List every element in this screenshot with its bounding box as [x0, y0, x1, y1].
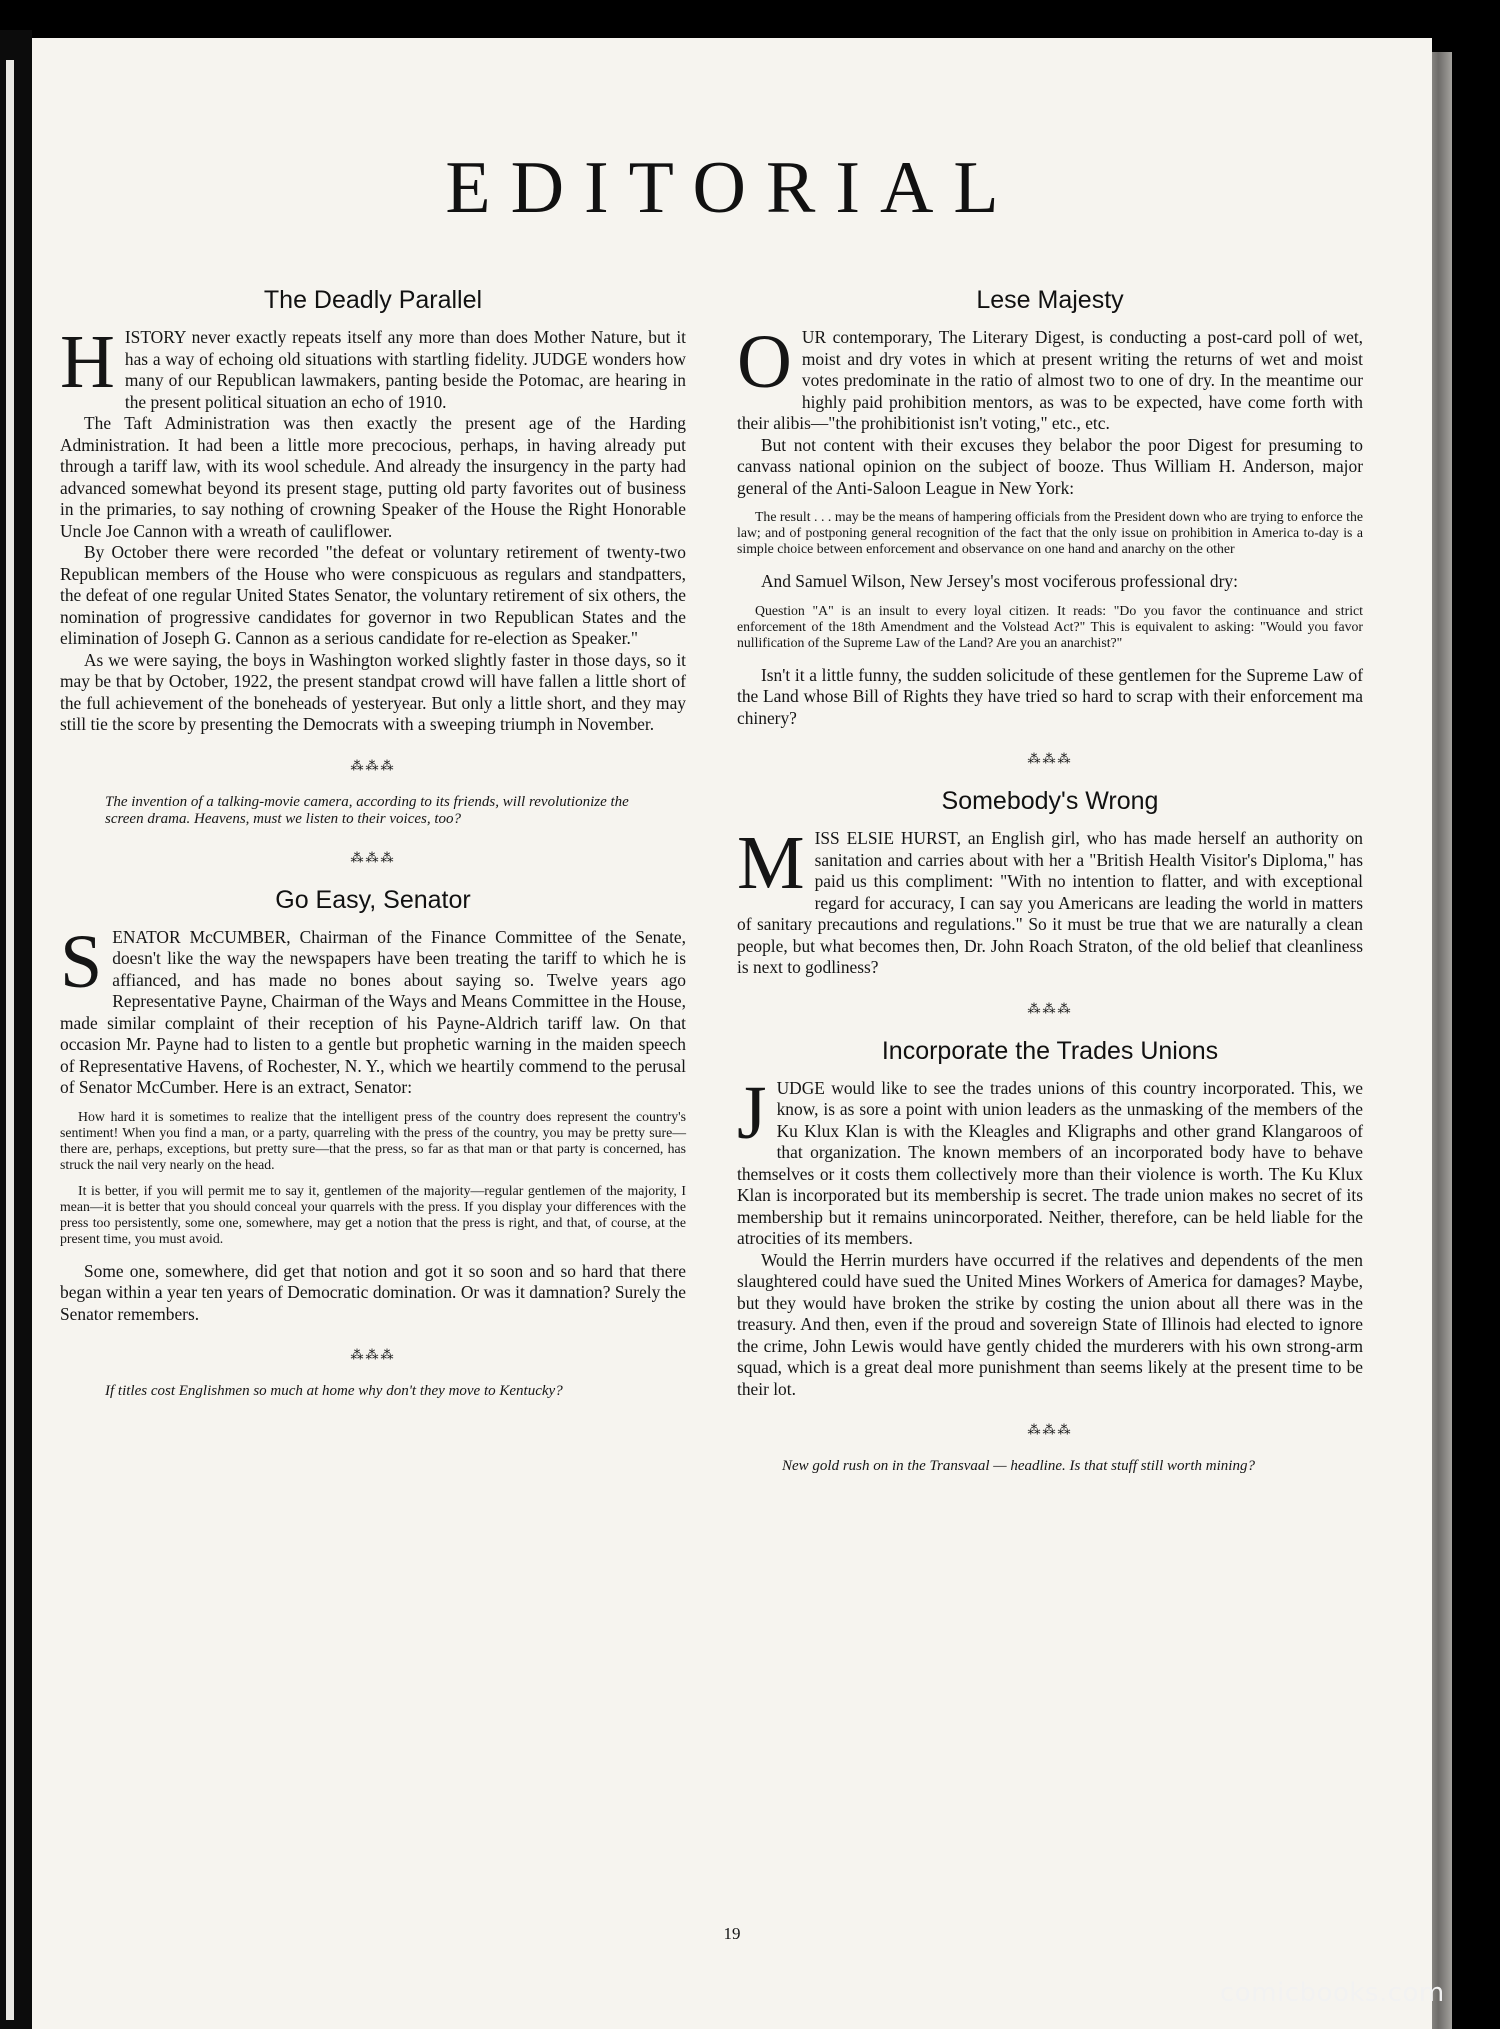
paragraph-text: UDGE would like to see the trades unions of this country incorporated. This, we know, is as sore a point with union leaders as the unmasking of the members of the Ku Klux Klan is with the Kleagles and Kligraphs and other grand Klangaroos of that organization. The known members of an incorporated body have to behave themselves or it costs them collectively more than their violence is worth. The Ku Klux Klan is incorporated but its membership is secret. The trade union makes no secret of its membership but it remains unincorporated. Neither, therefore, can be held liable for the atrocities of its members.: [737, 1077, 1363, 1248]
drop-cap: S: [60, 919, 103, 1004]
filler-quip: If titles cost Englishmen so much at home why don't they move to Kentucky?: [105, 1383, 563, 1399]
scan-left-border: [0, 30, 32, 2029]
paragraph-text: ISTORY never exactly repeats itself any more than does Mother Nature, but it has a way of echoing old situations with startling fidelity. JUDGE wonders how many of our Republican lawmakers, panting beside the Potomac, are hearing in the present political situation an echo of 1910.: [124, 327, 686, 412]
magazine-page: [32, 38, 1432, 2029]
section-separator: ⁂⁂⁂: [1027, 1422, 1073, 1437]
article-go-easy-senator: [60, 886, 686, 1326]
section-separator: ⁂⁂⁂: [350, 1347, 396, 1362]
site-watermark: comicbooks.com: [1220, 1978, 1445, 2008]
article-paragraph: The Taft Administration was then exactly the present age of the Harding Administration. It had been a little more precocious, perhaps, in having already put through a tariff law, with its wool schedule. And already the insurgency in the party had advanced somewhat beyond its present stage, putting old party favorites out of business in the primaries, to say nothing of crowning Speaker of the House the Right Honorable Uncle Joe Cannon with a wreath of cauliflower.: [60, 413, 686, 541]
article-paragraph: As we were saying, the boys in Washington worked slightly faster in those days, so it may be that by October, 1922, the present standpat crowd will have fallen a little short of the full achievement of the boneheads of yesteryear. But only a little short, and they may still tie the score by presenting the Democrats with a sweeping triumph in November.: [60, 649, 686, 734]
article-paragraph: Some one, somewhere, did get that notion and got it so soon and so hard that there began within a year ten years of Democratic domination. Or was it damnation? Surely the Senator remembers.: [60, 1260, 686, 1324]
block-quote: How hard it is sometimes to realize that the intelligent press of the country does represent the country's sentiment! When you find a man, or a party, quarreling with the press of the country, you may be pretty sure—there are, perhaps, exceptions, but pretty sure—that the press, so far as that man or that party is concerned, has struck the nail very nearly on the head.: [60, 1108, 686, 1172]
article-lese-majesty: [737, 286, 1363, 729]
article-paragraph: [60, 320, 686, 413]
scan-top-border: [0, 0, 1500, 38]
block-quote: Question "A" is an insult to every loyal citizen. It reads: "Do you favor the continuance and strict enforcement of the 18th Amendment and the Volstead Act?" This is equivalent to asking: "Would you favor nullification of the Supreme Law of the Land? Are you an anarchist?": [737, 602, 1363, 650]
section-separator: ⁂⁂⁂: [1027, 1000, 1073, 1016]
paragraph-text: UR contemporary, The Literary Digest, is conducting a post-card poll of wet, moist and dry votes in which at present writing the returns of wet and moist votes predominate in the ratio of almost two to one of dry. In the meantime our highly paid prohibition mentors, as was to be expected, have come forth with their alibis—"the prohibitionist isn't voting," etc., etc.: [737, 327, 1363, 433]
previous-page-edge: [6, 60, 14, 2020]
article-title: Somebody's Wrong: [941, 787, 1159, 815]
article-paragraph: [737, 1070, 1363, 1250]
block-quote: The result . . . may be the means of hampering officials from the President down who are trying to enforce the law; and of postponing general recognition of the fact that the only issue on prohibition in America to-day is a simple choice between enforcement and observance on one hand and anarchy on the other: [737, 509, 1363, 556]
section-separator: ⁂⁂⁂: [1027, 751, 1073, 766]
section-separator: ⁂⁂⁂: [350, 849, 396, 865]
article-paragraph: But not content with their excuses they belabor the poor Digest for presuming to canvass national opinion on the subject of booze. Thus William H. Anderson, major general of the Anti-Saloon League in New York:: [737, 434, 1363, 498]
article-paragraph: [737, 320, 1363, 435]
article-title: Lese Majesty: [976, 286, 1124, 314]
article-paragraph: By October there were recorded "the defeat or voluntary retirement of twenty-two Republican members of the House who were conspicuous as regulars and standpatters, the defeat of one regular United States Senator, the voluntary retirement of six others, the nomination of progressive candidates for governor in two Republican States and the elimination of Joseph G. Cannon as a serious candidate for re-election as Speaker.": [60, 542, 686, 648]
article-paragraph: [737, 821, 1363, 979]
right-column: [737, 286, 1363, 1475]
article-trades-unions: [737, 1037, 1363, 1401]
left-column: [60, 286, 686, 1400]
article-paragraph: Would the Herrin murders have occurred if the relatives and dependents of the men slaughtered could have sued the United Mines Workers of America for damages? Maybe, but they would have broken the strike by costing the union about all there was in the treasury. And then, even if the proud and sovereign State of Illinois had elected to ignore the crime, John Lewis would have gently chided the murderers with his own strong-arm squad, which is a great deal more punishment than seems likely at the present time to be their lot.: [737, 1249, 1363, 1399]
drop-cap: O: [737, 320, 792, 404]
article-title: Go Easy, Senator: [275, 885, 471, 914]
article-somebodys-wrong: [737, 787, 1363, 979]
article-title: Incorporate the Trades Unions: [881, 1036, 1219, 1065]
drop-cap: H: [60, 320, 115, 404]
section-separator: ⁂⁂⁂: [350, 757, 396, 773]
filler-quip: The invention of a talking-movie camera, according to its friends, will revolutionize the screen drama. Heavens, must we listen to their voices, too?: [105, 793, 629, 827]
drop-cap: J: [737, 1070, 767, 1155]
paragraph-text: ENATOR McCUMBER, Chairman of the Finance Committee of the Senate, doesn't like the way the newspapers have been treating the tariff to which he is affianced, and has made no bones about saying so. Twelve years ago Representative Payne, Chairman of the Ways and Means Committee in the House, made similar complaint of their reception of his Payne-Aldrich tariff law. On that occasion Mr. Payne had to listen to a gentle but prophetic warning in the maiden speech of Representative Havens, of Rochester, N. Y., which we heartily commend to the perusal of Senator McCumber. Here is an extract, Senator:: [60, 926, 686, 1097]
article-deadly-parallel: [60, 286, 686, 736]
article-paragraph: And Samuel Wilson, New Jersey's most vociferous professional dry:: [761, 571, 1238, 591]
block-quote: It is better, if you will permit me to say it, gentlemen of the majority—regular gentlemen of the majority, I mean—it is better that you should conceal your quarrels with the press. If you display your differences with the press too persistently, some one, somewhere, may get a notion that the press is right, and that, of course, at the present time, you must avoid.: [60, 1182, 686, 1246]
filler-quip: New gold rush on in the Transvaal — headline. Is that stuff still worth mining?: [782, 1458, 1255, 1474]
article-title: The Deadly Parallel: [263, 286, 483, 314]
article-paragraph: Isn't it a little funny, the sudden solicitude of these gentlemen for the Supreme Law of the Land whose Bill of Rights they have tried so hard to scrap with their enforcement ma chinery?: [737, 664, 1363, 728]
page-masthead: EDITORIAL: [445, 147, 1019, 229]
article-paragraph: [60, 919, 686, 1099]
drop-cap: M: [737, 821, 805, 905]
paragraph-text: ISS ELSIE HURST, an English girl, who has made herself an authority on sanitation and carries about with her a "British Health Visitor's Diploma," has paid us this compliment: "With no intention to flatter, and with exceptional regard for accuracy, I can say you Americans are leading the world in matters of sanitary precautions and regulations." So it must be true that we are naturally a clean people, but what becomes then, Dr. John Roach Straton, of the old belief that cleanliness is next to godliness?: [737, 828, 1363, 977]
page-number: 19: [723, 1924, 741, 1943]
